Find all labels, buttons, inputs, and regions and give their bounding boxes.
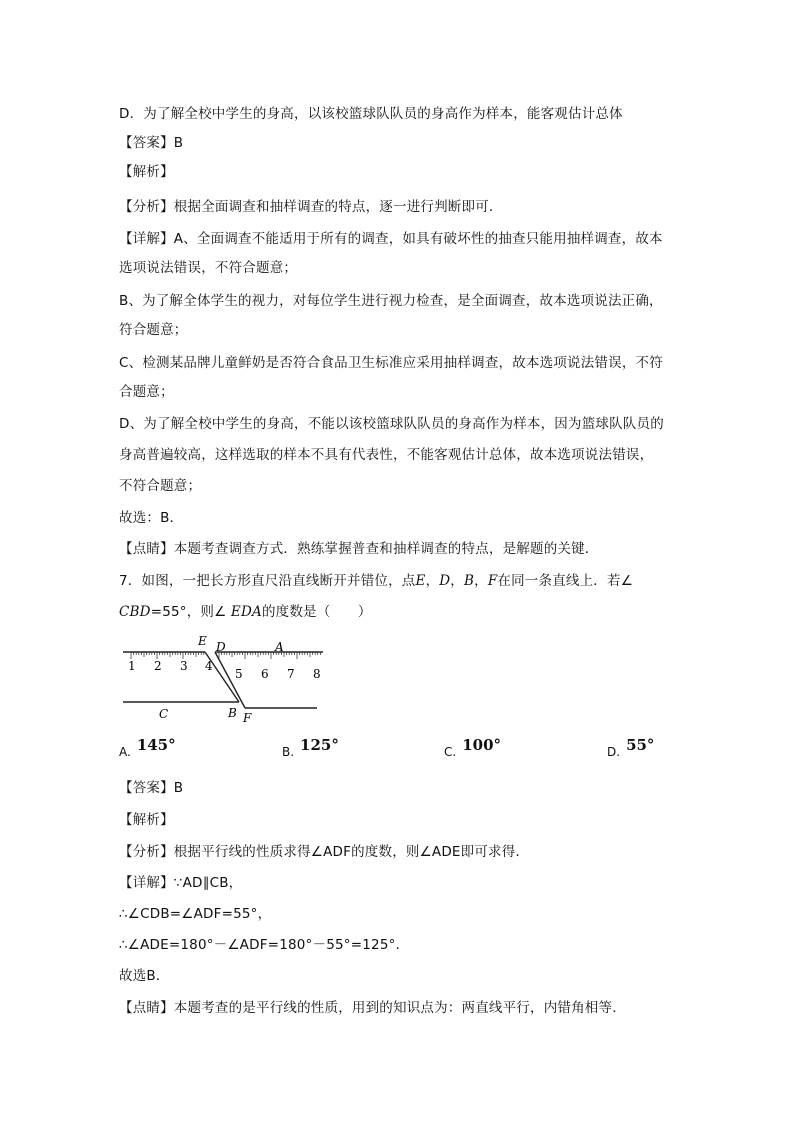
text-line: 不符合题意； [119,478,202,494]
text-line: ∴∠CDB=∠ADF=55°， [119,906,272,922]
separator: ， [425,573,440,589]
answer-line: 【答案】B [119,780,184,796]
angle-eda: EDA [230,604,262,620]
option-value: 100° [462,736,502,754]
text-line: 【详解】A、全面调查不能适用于所有的调查，如具有破坏性的抽查只能用抽样调查，故本 [119,231,663,247]
option-letter: C. [444,745,457,759]
option-c[interactable] [444,736,502,760]
question-line-1 [119,571,633,591]
text-line: 【点睛】本题考查的是平行线的性质，用到的知识点为：两直线平行，内错角相等． [119,1000,626,1016]
point-f: F [487,573,498,589]
option-letter: D. [607,745,621,759]
label-e: E [198,634,207,648]
option-letter: B. [282,745,295,759]
point-b: B [464,573,475,589]
text-line: 选项说法错误，不符合题意； [119,260,298,276]
tick-label-7: 7 [287,667,295,681]
option-d[interactable] [607,736,655,760]
option-value: 145° [136,736,176,754]
text-line: C、检测某品牌儿童鲜奶是否符合食品卫生标准应采用抽样调查，故本选项说法错误，不符 [119,355,663,371]
ruler-right-ticks [219,652,320,659]
text-line: 故选：B． [119,510,184,526]
text-line: 【分析】根据平行线的性质求得∠ADF的度数，则∠ADE即可求得． [119,844,530,860]
text-line: 符合题意； [119,322,188,338]
separator: ， [450,573,464,589]
text-line: 【点睛】本题考查调查方式．熟练掌握普查和抽样调查的特点，是解题的关键． [119,541,599,557]
angle-cbd: CBD [119,604,151,620]
point-d: D [439,573,451,589]
label-a: A [275,640,284,654]
tick-label-6: 6 [261,667,269,681]
text-line: D．为了解全校中学生的身高，以该校篮球队队员的身高作为样本，能客观估计总体 [119,106,623,122]
option-b[interactable] [282,736,339,760]
tick-label-8: 8 [313,667,321,681]
question-text: 在同一条直线上．若∠ [497,573,634,589]
tick-label-2: 2 [154,659,162,673]
text-line: ∴∠ADE=180°－∠ADF=180°－55°=125°． [119,937,410,953]
tick-label-5: 5 [235,667,243,681]
label-c: C [159,707,169,721]
option-a[interactable] [119,736,176,760]
point-e: E [415,573,426,589]
answer-line: 【答案】B [119,135,184,151]
option-letter: A. [119,745,131,759]
ruler-figure [119,632,329,724]
tick-label-4: 4 [205,659,213,673]
tick-label-3: 3 [180,659,188,673]
text-line: 故选B． [119,968,170,984]
text-line: D、为了解全校中学生的身高，不能以该校篮球队队员的身高作为样本，因为篮球队队员的 [119,416,664,432]
label-d: D [216,640,226,654]
question-text: 的度数是（ ） [261,604,372,620]
option-value: 55° [626,736,655,754]
text-line: 身高普遍较高，这样选取的样本不具有代表性，不能客观估计总体，故本选项说法错误， [119,447,654,463]
separator: ， [474,573,488,589]
analysis-heading: 【解析】 [119,164,174,180]
text-line: 合题意； [119,384,174,400]
option-value: 125° [300,736,339,754]
question-text: 7．如图，一把长方形直尺沿直线断开并错位，点 [119,573,416,589]
label-f: F [243,711,252,724]
question-line-2 [119,602,372,622]
label-b: B [228,706,237,720]
text-line: 【分析】根据全面调查和抽样调查的特点，逐一进行判断即可． [119,199,503,215]
question-text: =55°，则∠ [150,604,231,620]
ruler-left-ticks [131,652,204,659]
text-line: B、为了解全体学生的视力，对每位学生进行视力检查，是全面调查，故本选项说法正确， [119,293,663,309]
text-line: 【详解】∵AD∥CB， [119,875,243,891]
tick-label-1: 1 [128,659,136,673]
analysis-heading: 【解析】 [119,812,174,828]
